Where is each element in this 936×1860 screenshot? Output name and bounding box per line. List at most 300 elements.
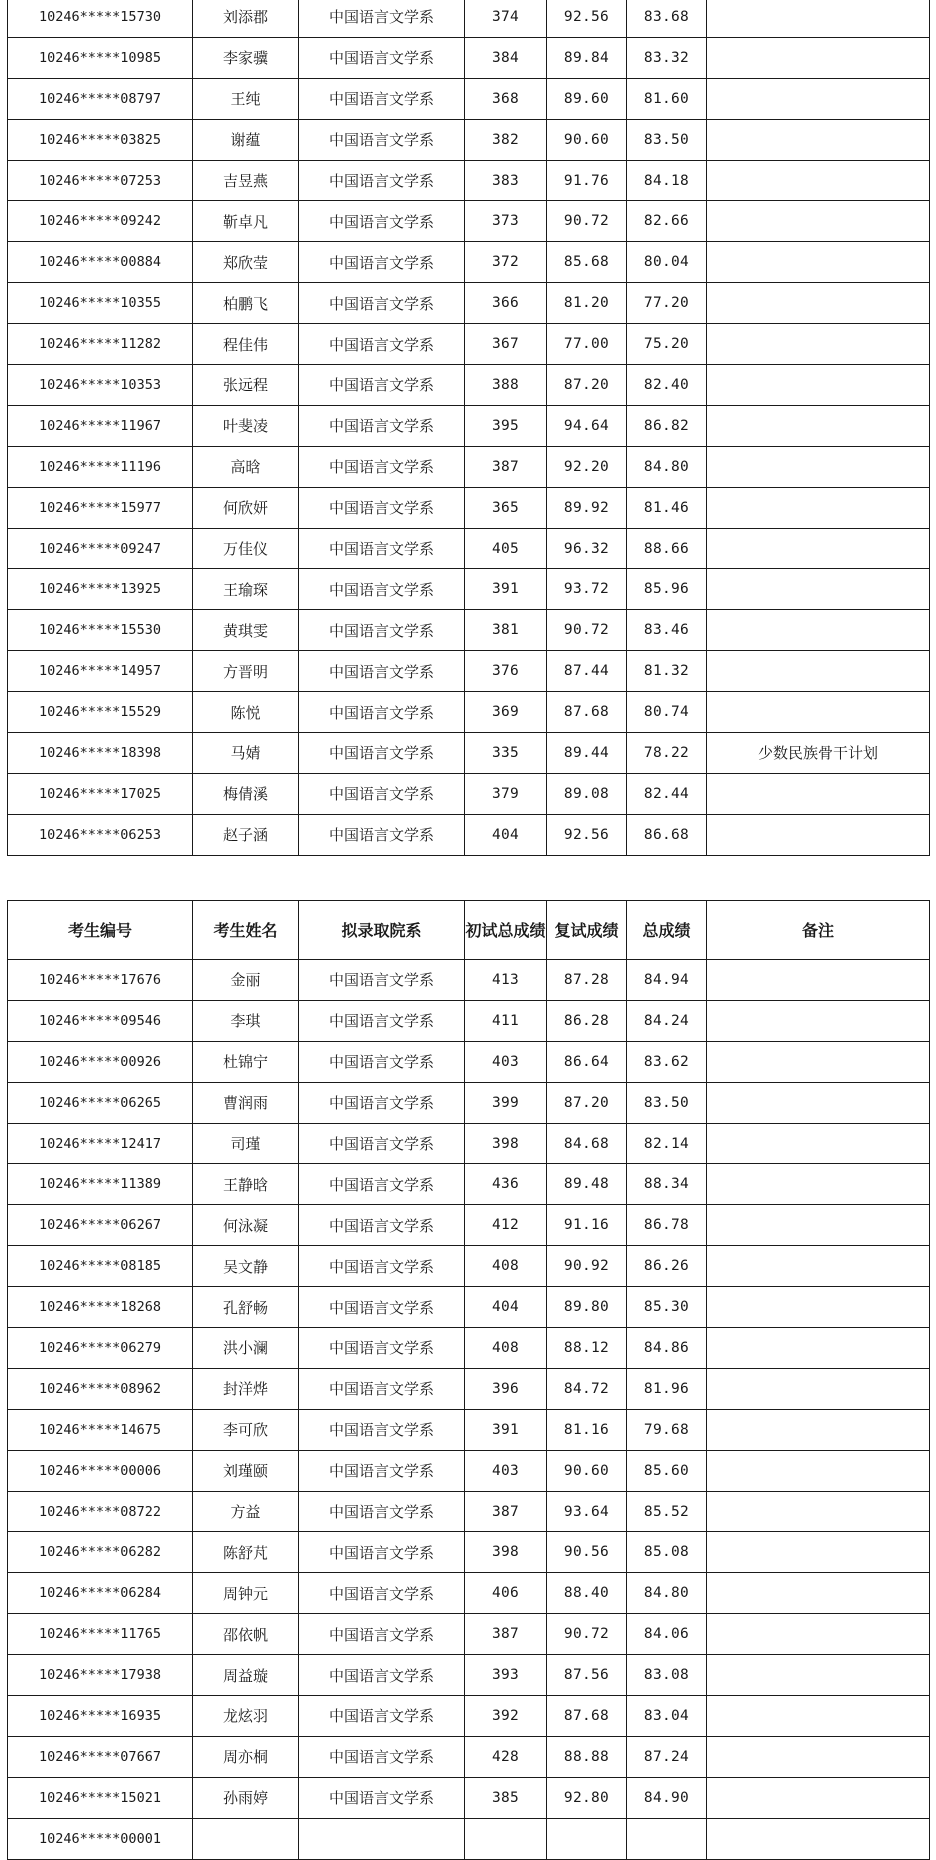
cell-candidate-name: 邵依帆 — [193, 1614, 299, 1655]
table-row — [8, 242, 930, 283]
table-row — [8, 0, 930, 37]
cell-prelim-score: 387 — [465, 1491, 547, 1532]
cell-total-score: 88.34 — [627, 1164, 707, 1205]
cell-prelim-score: 373 — [465, 201, 547, 242]
cell-total-score: 81.60 — [627, 78, 707, 119]
cell-candidate-id: 10246*****18398 — [8, 733, 193, 774]
cell-total-score: 78.22 — [627, 733, 707, 774]
cell-candidate-name: 柏鹏飞 — [193, 283, 299, 324]
table-row — [8, 1409, 930, 1450]
cell-prelim-score: 428 — [465, 1736, 547, 1777]
header-candidate-name: 考生姓名 — [193, 901, 299, 960]
cell-candidate-id: 10246*****12417 — [8, 1123, 193, 1164]
table-row — [8, 1450, 930, 1491]
cell-note — [707, 1368, 930, 1409]
cell-retest-score: 89.84 — [547, 37, 627, 78]
cell-note — [707, 1614, 930, 1655]
cell-prelim-score: 413 — [465, 960, 547, 1001]
cell-total-score: 81.32 — [627, 651, 707, 692]
cell-retest-score: 87.20 — [547, 365, 627, 406]
cell-candidate-id: 10246*****09247 — [8, 528, 193, 569]
cell-candidate-name: 曹润雨 — [193, 1082, 299, 1123]
cell-retest-score: 84.68 — [547, 1123, 627, 1164]
table-row — [8, 1655, 930, 1696]
cell-candidate-name: 方益 — [193, 1491, 299, 1532]
cell-note — [707, 1041, 930, 1082]
cell-department: 中国语言文学系 — [299, 1246, 465, 1287]
header-retest-score: 复试成绩 — [547, 901, 627, 960]
cell-department: 中国语言文学系 — [299, 1123, 465, 1164]
table-row — [8, 1614, 930, 1655]
table-row — [8, 1246, 930, 1287]
cell-total-score: 84.24 — [627, 1000, 707, 1041]
cell-note — [707, 610, 930, 651]
cell-total-score: 83.04 — [627, 1696, 707, 1737]
cell-retest-score: 90.92 — [547, 1246, 627, 1287]
cell-candidate-id: 10246*****11765 — [8, 1614, 193, 1655]
cell-total-score: 87.24 — [627, 1736, 707, 1777]
cell-candidate-id: 10246*****00884 — [8, 242, 193, 283]
cell-prelim-score: 367 — [465, 324, 547, 365]
cell-retest-score: 87.20 — [547, 1082, 627, 1123]
cell-prelim-score: 393 — [465, 1655, 547, 1696]
cell-candidate-id: 10246*****03825 — [8, 119, 193, 160]
cell-total-score: 86.82 — [627, 405, 707, 446]
cell-note — [707, 1164, 930, 1205]
cell-prelim-score: 391 — [465, 569, 547, 610]
cell-note — [707, 569, 930, 610]
cell-candidate-name: 龙炫羽 — [193, 1696, 299, 1737]
table-row — [8, 569, 930, 610]
cell-candidate-name: 周益璇 — [193, 1655, 299, 1696]
table-row — [8, 1000, 930, 1041]
cell-retest-score: 87.44 — [547, 651, 627, 692]
cell-prelim-score: 383 — [465, 160, 547, 201]
cell-retest-score: 90.56 — [547, 1532, 627, 1573]
cell-candidate-name: 程佳伟 — [193, 324, 299, 365]
cell-candidate-name: 封洋烨 — [193, 1368, 299, 1409]
table-row — [8, 405, 930, 446]
cell-retest-score: 90.60 — [547, 1450, 627, 1491]
header-note: 备注 — [707, 901, 930, 960]
admission-table-top — [7, 0, 930, 856]
cell-total-score: 80.74 — [627, 692, 707, 733]
cell-candidate-name: 梅倩溪 — [193, 773, 299, 814]
cell-candidate-id: 10246*****15977 — [8, 487, 193, 528]
table-row — [8, 446, 930, 487]
cell-retest-score: 86.64 — [547, 1041, 627, 1082]
cell-department: 中国语言文学系 — [299, 1328, 465, 1369]
cell-department: 中国语言文学系 — [299, 0, 465, 37]
cell-prelim-score: 368 — [465, 78, 547, 119]
cell-candidate-id: 10246*****10353 — [8, 365, 193, 406]
cell-prelim-score: 398 — [465, 1532, 547, 1573]
cell-prelim-score: 403 — [465, 1041, 547, 1082]
cell-prelim-score: 376 — [465, 651, 547, 692]
cell-prelim-score: 404 — [465, 1287, 547, 1328]
cell-retest-score: 84.72 — [547, 1368, 627, 1409]
cell-prelim-score: 391 — [465, 1409, 547, 1450]
cell-total-score: 81.96 — [627, 1368, 707, 1409]
cell-note — [707, 0, 930, 37]
cell-prelim-score: 381 — [465, 610, 547, 651]
header-total-score: 总成绩 — [627, 901, 707, 960]
cell-retest-score: 89.08 — [547, 773, 627, 814]
cell-candidate-id: 10246*****15021 — [8, 1777, 193, 1818]
cell-total-score: 85.60 — [627, 1450, 707, 1491]
cell-candidate-id: 10246*****06282 — [8, 1532, 193, 1573]
table-header — [8, 901, 930, 960]
cell-candidate-id: 10246*****06253 — [8, 814, 193, 855]
cell-candidate-name: 金丽 — [193, 960, 299, 1001]
table-bottom-body — [8, 960, 930, 1860]
table-row — [8, 1777, 930, 1818]
cell-candidate-name: 刘瑾颐 — [193, 1450, 299, 1491]
cell-total-score: 84.80 — [627, 446, 707, 487]
cell-department: 中国语言文学系 — [299, 610, 465, 651]
cell-department: 中国语言文学系 — [299, 1491, 465, 1532]
cell-candidate-id: 10246*****10985 — [8, 37, 193, 78]
cell-department: 中国语言文学系 — [299, 1532, 465, 1573]
admission-table-bottom — [7, 900, 930, 1860]
cell-retest-score: 89.80 — [547, 1287, 627, 1328]
cell-prelim-score: 382 — [465, 119, 547, 160]
cell-department: 中国语言文学系 — [299, 119, 465, 160]
cell-total-score: 83.50 — [627, 1082, 707, 1123]
cell-candidate-id: 10246*****14957 — [8, 651, 193, 692]
cell-retest-score: 90.60 — [547, 119, 627, 160]
cell-department: 中国语言文学系 — [299, 569, 465, 610]
header-department: 拟录取院系 — [299, 901, 465, 960]
cell-department: 中国语言文学系 — [299, 773, 465, 814]
cell-retest-score: 81.16 — [547, 1409, 627, 1450]
cell-candidate-name: 王瑜琛 — [193, 569, 299, 610]
cell-total-score: 82.14 — [627, 1123, 707, 1164]
cell-prelim-score: 384 — [465, 37, 547, 78]
cell-department: 中国语言文学系 — [299, 365, 465, 406]
cell-retest-score: 90.72 — [547, 1614, 627, 1655]
cell-retest-score: 87.56 — [547, 1655, 627, 1696]
table-row — [8, 78, 930, 119]
cell-department: 中国语言文学系 — [299, 1736, 465, 1777]
cell-candidate-id: 10246*****11389 — [8, 1164, 193, 1205]
cell-candidate-name: 方晋明 — [193, 651, 299, 692]
cell-candidate-name: 司瑾 — [193, 1123, 299, 1164]
header-prelim-score: 初试总成绩 — [465, 901, 547, 960]
cell-retest-score: 87.68 — [547, 692, 627, 733]
table-row — [8, 283, 930, 324]
cell-retest-score: 88.12 — [547, 1328, 627, 1369]
cell-note — [707, 1205, 930, 1246]
cell-department: 中国语言文学系 — [299, 37, 465, 78]
cell-candidate-id: 10246*****15529 — [8, 692, 193, 733]
table-row — [8, 1573, 930, 1614]
cell-candidate-id: 10246*****17938 — [8, 1655, 193, 1696]
cell-retest-score: 89.60 — [547, 78, 627, 119]
cell-candidate-id: 10246*****14675 — [8, 1409, 193, 1450]
table-row — [8, 610, 930, 651]
cell-total-score: 83.68 — [627, 0, 707, 37]
cell-department: 中国语言文学系 — [299, 1573, 465, 1614]
cell-note — [707, 1082, 930, 1123]
cell-department: 中国语言文学系 — [299, 487, 465, 528]
cell-candidate-name: 陈舒芃 — [193, 1532, 299, 1573]
cell-candidate-name: 李琪 — [193, 1000, 299, 1041]
cell-prelim-score: 366 — [465, 283, 547, 324]
cell-candidate-id: 10246*****07667 — [8, 1736, 193, 1777]
cell-retest-score: 94.64 — [547, 405, 627, 446]
cell-candidate-name: 何泳凝 — [193, 1205, 299, 1246]
table-row — [8, 119, 930, 160]
cell-note — [707, 1328, 930, 1369]
cell-candidate-name: 黄琪雯 — [193, 610, 299, 651]
cell-candidate-id: 10246*****11967 — [8, 405, 193, 446]
cell-department: 中国语言文学系 — [299, 1164, 465, 1205]
cell-total-score: 83.46 — [627, 610, 707, 651]
table-row — [8, 1082, 930, 1123]
cell-retest-score: 93.64 — [547, 1491, 627, 1532]
cell-candidate-id: 10246*****17025 — [8, 773, 193, 814]
cell-note — [707, 1409, 930, 1450]
cell-retest-score: 89.48 — [547, 1164, 627, 1205]
cell-note — [707, 1573, 930, 1614]
cell-prelim-score: 404 — [465, 814, 547, 855]
cell-department: 中国语言文学系 — [299, 242, 465, 283]
cell-retest-score: 96.32 — [547, 528, 627, 569]
cell-total-score: 86.26 — [627, 1246, 707, 1287]
cell-department: 中国语言文学系 — [299, 1041, 465, 1082]
table-row — [8, 1696, 930, 1737]
cell-candidate-id: 10246*****08797 — [8, 78, 193, 119]
cell-department: 中国语言文学系 — [299, 1000, 465, 1041]
cell-candidate-name: 洪小澜 — [193, 1328, 299, 1369]
cell-candidate-id: 10246*****15530 — [8, 610, 193, 651]
cell-note — [707, 201, 930, 242]
cell-candidate-id: 10246*****06267 — [8, 1205, 193, 1246]
cell-candidate-name: 杜锦宁 — [193, 1041, 299, 1082]
cell-note — [707, 1532, 930, 1573]
cell-retest-score: 88.40 — [547, 1573, 627, 1614]
table-row — [8, 733, 930, 774]
cell-candidate-name: 吉昱燕 — [193, 160, 299, 201]
cell-candidate-name: 周钟元 — [193, 1573, 299, 1614]
cell-total-score: 83.62 — [627, 1041, 707, 1082]
table-row — [8, 1287, 930, 1328]
cell-prelim-score: 398 — [465, 1123, 547, 1164]
cell-note — [707, 405, 930, 446]
cell-department: 中国语言文学系 — [299, 160, 465, 201]
header-row — [8, 901, 930, 960]
cell-department: 中国语言文学系 — [299, 446, 465, 487]
cell-candidate-id: 10246*****11196 — [8, 446, 193, 487]
cell-note — [707, 1736, 930, 1777]
cell-note — [707, 1696, 930, 1737]
cell-candidate-id: 10246*****06279 — [8, 1328, 193, 1369]
cell-note — [707, 1777, 930, 1818]
cell-total-score: 82.44 — [627, 773, 707, 814]
cell-prelim-score: 403 — [465, 1450, 547, 1491]
cell-note — [707, 1287, 930, 1328]
cell-prelim-score: 396 — [465, 1368, 547, 1409]
cell-candidate-name: 周亦桐 — [193, 1736, 299, 1777]
cell-department: 中国语言文学系 — [299, 1655, 465, 1696]
table-row — [8, 1328, 930, 1369]
header-candidate-id: 考生编号 — [8, 901, 193, 960]
cell-candidate-name: 何欣妍 — [193, 487, 299, 528]
cell-total-score: 86.78 — [627, 1205, 707, 1246]
cell-retest-score: 93.72 — [547, 569, 627, 610]
cell-candidate-id: 10246*****08185 — [8, 1246, 193, 1287]
cell-total-score: 77.20 — [627, 283, 707, 324]
cell-prelim-score: 411 — [465, 1000, 547, 1041]
cell-prelim-score: 369 — [465, 692, 547, 733]
table-row — [8, 1041, 930, 1082]
cell-total-score: 82.66 — [627, 201, 707, 242]
cell-retest-score: 89.92 — [547, 487, 627, 528]
cell-candidate-name: 孔舒畅 — [193, 1287, 299, 1328]
cell-prelim-score: 406 — [465, 1573, 547, 1614]
cell-candidate-id: 10246*****15730 — [8, 0, 193, 37]
cell-candidate-id: 10246*****10355 — [8, 283, 193, 324]
cell-candidate-name: 赵子涵 — [193, 814, 299, 855]
cell-note — [707, 487, 930, 528]
cell-retest-score: 81.20 — [547, 283, 627, 324]
cell-candidate-name: 李可欣 — [193, 1409, 299, 1450]
cell-total-score: 88.66 — [627, 528, 707, 569]
cell-total-score: 84.90 — [627, 1777, 707, 1818]
cell-note: 少数民族骨干计划 — [707, 733, 930, 774]
cell-candidate-name: 李家骥 — [193, 37, 299, 78]
cell-retest-score: 77.00 — [547, 324, 627, 365]
cell-candidate-name: 靳卓凡 — [193, 201, 299, 242]
cell-candidate-id: 10246*****07253 — [8, 160, 193, 201]
cell-total-score: 79.68 — [627, 1409, 707, 1450]
cell-retest-score: 85.68 — [547, 242, 627, 283]
cell-department: 中国语言文学系 — [299, 78, 465, 119]
cell-candidate-name: 吴文静 — [193, 1246, 299, 1287]
cell-prelim-score: 335 — [465, 733, 547, 774]
cell-note — [707, 1491, 930, 1532]
cell-total-score: 84.86 — [627, 1328, 707, 1369]
cell-total-score: 85.30 — [627, 1287, 707, 1328]
cell-note — [707, 119, 930, 160]
cell-department: 中国语言文学系 — [299, 960, 465, 1001]
cell-total-score: 85.96 — [627, 569, 707, 610]
cell-candidate-id: 10246*****00926 — [8, 1041, 193, 1082]
cell-prelim-score: 405 — [465, 528, 547, 569]
table-row — [8, 1736, 930, 1777]
table-row — [8, 487, 930, 528]
cell-note — [707, 283, 930, 324]
table-row — [8, 528, 930, 569]
cell-total-score: 81.46 — [627, 487, 707, 528]
cell-department: 中国语言文学系 — [299, 283, 465, 324]
cell-department: 中国语言文学系 — [299, 1614, 465, 1655]
cell-candidate-id: 10246*****00006 — [8, 1450, 193, 1491]
cell-department: 中国语言文学系 — [299, 1409, 465, 1450]
cell-prelim-score: 365 — [465, 487, 547, 528]
cell-note — [707, 242, 930, 283]
cell-department: 中国语言文学系 — [299, 1205, 465, 1246]
cell-prelim-score: 392 — [465, 1696, 547, 1737]
cell-prelim-score: 385 — [465, 1777, 547, 1818]
cell-total-score: 84.06 — [627, 1614, 707, 1655]
cell-note — [707, 324, 930, 365]
cell-candidate-name: 马婧 — [193, 733, 299, 774]
cell-note — [707, 1123, 930, 1164]
cell-retest-score: 92.56 — [547, 0, 627, 37]
cell-department: 中国语言文学系 — [299, 1696, 465, 1737]
cell-prelim-score: 374 — [465, 0, 547, 37]
cell-note — [707, 1246, 930, 1287]
table-row — [8, 324, 930, 365]
cell-prelim-score: 379 — [465, 773, 547, 814]
table-row — [8, 1164, 930, 1205]
cell-retest-score: 92.56 — [547, 814, 627, 855]
cell-prelim-score: 408 — [465, 1246, 547, 1287]
cell-retest-score: 92.20 — [547, 446, 627, 487]
cell-note — [707, 960, 930, 1001]
cell-candidate-id: 10246*****09242 — [8, 201, 193, 242]
cell-department: 中国语言文学系 — [299, 1082, 465, 1123]
cell-retest-score: 90.72 — [547, 610, 627, 651]
cell-total-score: 83.50 — [627, 119, 707, 160]
cell-note — [707, 446, 930, 487]
table-row — [8, 814, 930, 855]
cell-total-score: 80.04 — [627, 242, 707, 283]
cell-total-score: 83.32 — [627, 37, 707, 78]
cell-total-score: 82.40 — [627, 365, 707, 406]
cell-prelim-score: 387 — [465, 1614, 547, 1655]
cell-retest-score: 87.28 — [547, 960, 627, 1001]
cell-total-score: 75.20 — [627, 324, 707, 365]
cell-prelim-score: 399 — [465, 1082, 547, 1123]
table-row — [8, 1205, 930, 1246]
cell-department: 中国语言文学系 — [299, 405, 465, 446]
cell-candidate-id: 10246*****08722 — [8, 1491, 193, 1532]
cell-candidate-id: 10246*****17676 — [8, 960, 193, 1001]
cell-note — [707, 814, 930, 855]
cell-department: 中国语言文学系 — [299, 814, 465, 855]
cell-candidate-name: 王静晗 — [193, 1164, 299, 1205]
table-row — [8, 160, 930, 201]
cell-candidate-name: 刘添郡 — [193, 0, 299, 37]
cell-candidate-name: 谢蕴 — [193, 119, 299, 160]
table-row — [8, 1123, 930, 1164]
cell-total-score: 85.08 — [627, 1532, 707, 1573]
cell-candidate-name: 高晗 — [193, 446, 299, 487]
cell-note — [707, 1655, 930, 1696]
cell-note — [707, 773, 930, 814]
cell-department: 中国语言文学系 — [299, 651, 465, 692]
cell-candidate-id: 10246*****00001 — [8, 1818, 193, 1859]
cell-candidate-id: 10246*****09546 — [8, 1000, 193, 1041]
cell-department: 中国语言文学系 — [299, 1287, 465, 1328]
cell-prelim-score: 387 — [465, 446, 547, 487]
cell-prelim-score: 436 — [465, 1164, 547, 1205]
cell-total-score: 83.08 — [627, 1655, 707, 1696]
cell-note — [707, 651, 930, 692]
cell-candidate-name: 叶斐凌 — [193, 405, 299, 446]
cell-candidate-id: 10246*****16935 — [8, 1696, 193, 1737]
cell-retest-score: 91.16 — [547, 1205, 627, 1246]
table-row — [8, 201, 930, 242]
cell-candidate-id: 10246*****08962 — [8, 1368, 193, 1409]
cell-candidate-name: 陈悦 — [193, 692, 299, 733]
cell-prelim-score: 408 — [465, 1328, 547, 1369]
cell-total-score: 86.68 — [627, 814, 707, 855]
cell-department: 中国语言文学系 — [299, 1368, 465, 1409]
